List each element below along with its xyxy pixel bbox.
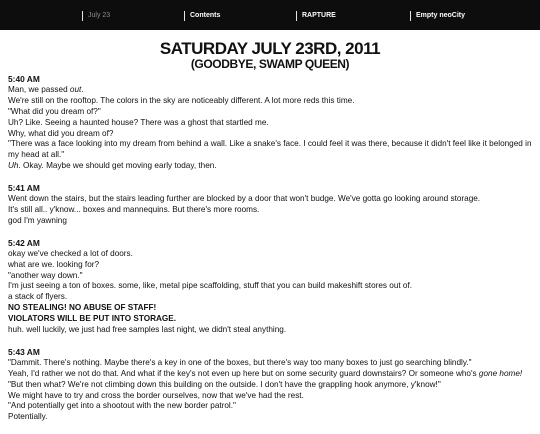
entry-line (8, 314, 532, 325)
journal-entry (8, 183, 532, 227)
entry-line-text: . Okay. Maybe we should get moving early today, then. (18, 161, 217, 171)
entry-line-text: "And potentially get into a shootout with the new border patrol." (8, 401, 236, 411)
entry-line (8, 161, 532, 172)
entry-line-text: "Dammit. There's nothing. Maybe there's a key in one of the boxes, but there's way too many boxes to just go searching blindly." (8, 357, 472, 367)
entry-line (8, 129, 532, 140)
entry-line (8, 281, 532, 292)
entry-line-text: okay we've checked a lot of doors. (8, 248, 133, 258)
entry-line-text: huh. well luckily, we just had free samples last night, we didn't steal anything. (8, 325, 287, 335)
entry-line (8, 271, 532, 282)
entry-line-text: "There was a face looking into my dream from behind a wall. Like a snake's face. I could feel it was there, because it didn't feel like it belonged in my head at all." (8, 139, 532, 160)
entry-line (8, 216, 532, 227)
page-title: SATURDAY JULY 23RD, 2011 (159, 39, 381, 58)
entry-line (8, 118, 532, 129)
nav-rapture-link[interactable]: RAPTURE (296, 11, 336, 21)
entry-line (8, 401, 532, 412)
nav-empty-neocity-link[interactable]: Empty neoCity (410, 11, 465, 21)
entry-line-emphasis: out (69, 84, 82, 94)
entry-line-text: "What did you dream of?" (8, 106, 101, 116)
nav-date-link[interactable]: July 23 (82, 11, 110, 21)
entry-line (8, 412, 532, 423)
entry-line-emphasis: gone home! (478, 368, 523, 378)
entry-line (8, 194, 532, 205)
entry-line-text: We're still on the rooftop. The colors in the sky are noticeably different. A lot more reds this time. (8, 95, 355, 105)
entry-line-text: a stack of flyers. (8, 292, 68, 302)
entry-timestamp: 5:43 AM (8, 346, 40, 357)
entry-line-text: "But then what? We're not climbing down this building on the outside. I don't have the grappling hook anymore, y'know!" (8, 379, 441, 389)
entry-line-text: Uh? Like. Seeing a haunted house? There was a ghost that startled me. (8, 117, 269, 127)
entry-line (8, 369, 532, 380)
journal-content (8, 74, 532, 434)
journal-entry (8, 74, 532, 172)
entry-line (8, 260, 532, 271)
page-subtitle: (GOODBYE, SWAMP QUEEN) (190, 57, 350, 71)
entry-line-text: "another way down." (8, 270, 83, 280)
entry-line (8, 205, 532, 216)
nav-contents-link[interactable]: Contents (184, 11, 220, 21)
top-nav-bar (0, 0, 540, 30)
entry-line-text: It's still all.. y'know... boxes and mannequins. But there's more rooms. (8, 204, 260, 214)
entry-line (8, 249, 532, 260)
entry-line-text: what are we. looking for? (8, 259, 100, 269)
entry-line (8, 303, 532, 314)
entry-line-text: Why, what did you dream of? (8, 128, 114, 138)
entry-line-text: Went down the stairs, but the stairs leading further are blocked by a door that won't budge. We've gotta go looking around storage. (8, 194, 481, 204)
entry-line-text: . (81, 84, 84, 94)
entry-line-text: We might have to try and cross the border ourselves, now that we've had the rest. (8, 390, 304, 400)
entry-line (8, 139, 532, 161)
entry-line-text: god I'm yawning (8, 215, 67, 225)
journal-entry (8, 347, 532, 423)
entry-timestamp: 5:42 AM (8, 237, 40, 248)
entry-line-text: Potentially. (8, 412, 48, 422)
entry-line-text: NO STEALING! NO ABUSE OF STAFF! (8, 303, 157, 313)
entry-line (8, 107, 532, 118)
journal-entry (8, 238, 532, 336)
entry-line (8, 292, 532, 303)
entry-line-text: Man, we passed (8, 84, 70, 94)
entry-timestamp: 5:41 AM (8, 183, 40, 194)
entry-timestamp: 5:40 AM (8, 74, 40, 84)
entry-line (8, 96, 532, 107)
entry-line (8, 380, 532, 391)
page-header (0, 40, 540, 70)
entry-line-text: VIOLATORS WILL BE PUT INTO STORAGE. (8, 314, 177, 324)
entry-line (8, 391, 532, 402)
entry-line-text: Yeah, I'd rather we not do that. And what if the key's not even up here but on some security guard downstairs? Or someone who's (8, 368, 479, 378)
entry-line-emphasis: Uh (8, 161, 19, 171)
entry-line (8, 325, 532, 336)
entry-line (8, 85, 532, 96)
entry-line (8, 358, 532, 369)
entry-line-text: I'm just seeing a ton of boxes. some, like, metal pipe scaffolding, stuff that you can build makeshift stores out of. (8, 281, 413, 291)
